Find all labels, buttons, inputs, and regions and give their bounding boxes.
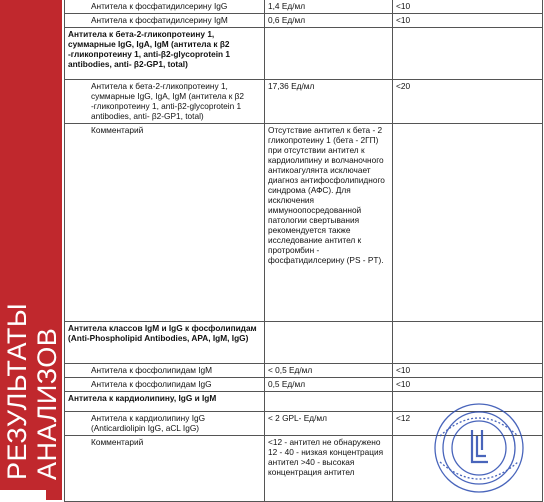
comment-text: Отсутствие антител к бета - 2 гликопротеину 1 (бета - 2ГП) при отсутствии антител к кардиолипину и волчаночного антикоагулянта исключает диагноз антифосфолипидного синдрома (АФС). Для исключения иммуноопосредованной патологии свертывания рекомендуется также исследование антител к протромбин - фосфатидилсерину (PS - PT). bbox=[265, 124, 393, 322]
reference-range: <20 bbox=[393, 80, 543, 124]
sidebar-title bbox=[0, 200, 62, 500]
test-name: Антитела к кардиолипину IgG (Anticardiolipin IgG, aCL IgG) bbox=[65, 412, 265, 436]
test-value: 17,36 Ед/мл bbox=[265, 80, 393, 124]
test-name: Антитела к фосфатидилсерину IgM bbox=[65, 14, 265, 28]
reference-range: <12 bbox=[393, 412, 543, 436]
red-sidebar bbox=[0, 0, 62, 500]
test-value: 0,5 Ед/мл bbox=[265, 378, 393, 392]
stamp-seal-icon bbox=[424, 400, 534, 495]
test-value: 1,4 Ед/мл bbox=[265, 0, 393, 14]
table-row bbox=[65, 378, 543, 392]
section-header-row bbox=[65, 322, 543, 364]
test-name: Антитела к бета-2-гликопротеину 1, суммарные IgG, IgA, IgM (антитела к β2 -гликопротеину 1, anti-β2-glycoprotein 1 antibodies, anti- β2-GP1, total) bbox=[65, 80, 265, 124]
reference-range: <10 bbox=[393, 0, 543, 14]
test-name: Антитела к фосфолипидам IgG bbox=[65, 378, 265, 392]
comment-text: <12 - антител не обнаружено 12 - 40 - низкая концентрация антител >40 - высокая концентрация антител bbox=[265, 436, 393, 502]
test-value: 0,6 Ед/мл bbox=[265, 14, 393, 28]
section-title: Антитела классов IgM и IgG к фосфолипидам (Anti-Phospholipid Antibodies, APA, IgM, IgG) bbox=[65, 322, 265, 364]
table-row bbox=[65, 14, 543, 28]
test-value bbox=[265, 392, 393, 412]
section-title: Антитела к бета-2-гликопротеину 1, суммарные IgG, IgA, IgM (антитела к β2 -гликопротеину 1, anti-β2-glycoprotein 1 antibodies, anti- β2-GP1, total) bbox=[65, 28, 265, 80]
lab-stamp bbox=[424, 400, 534, 495]
comment-label: Комментарий bbox=[65, 124, 265, 322]
test-value: < 2 GPL- Ед/мл bbox=[265, 412, 393, 436]
sidebar-footer-strip bbox=[0, 490, 46, 500]
comment-label: Комментарий bbox=[65, 436, 265, 502]
reference-range bbox=[393, 28, 543, 80]
table-row bbox=[65, 124, 543, 322]
sidebar-title-line2: АНАЛИЗОВ bbox=[32, 327, 62, 480]
test-name: Антитела к фосфатидилсерину IgG bbox=[65, 0, 265, 14]
reference-range bbox=[393, 124, 543, 322]
reference-range bbox=[393, 322, 543, 364]
section-header-row bbox=[65, 28, 543, 80]
table-row bbox=[65, 0, 543, 14]
reference-range: <10 bbox=[393, 14, 543, 28]
test-value bbox=[265, 322, 393, 364]
table-row bbox=[65, 364, 543, 378]
sidebar-title-line1: РЕЗУЛЬТАТЫ bbox=[2, 302, 32, 480]
table-row bbox=[65, 80, 543, 124]
test-value: < 0,5 Ед/мл bbox=[265, 364, 393, 378]
test-value bbox=[265, 28, 393, 80]
test-name: Антитела к фосфолипидам IgM bbox=[65, 364, 265, 378]
reference-range: <10 bbox=[393, 378, 543, 392]
reference-range: <10 bbox=[393, 364, 543, 378]
section-title: Антитела к кардиолипину, IgG и IgM bbox=[65, 392, 265, 412]
